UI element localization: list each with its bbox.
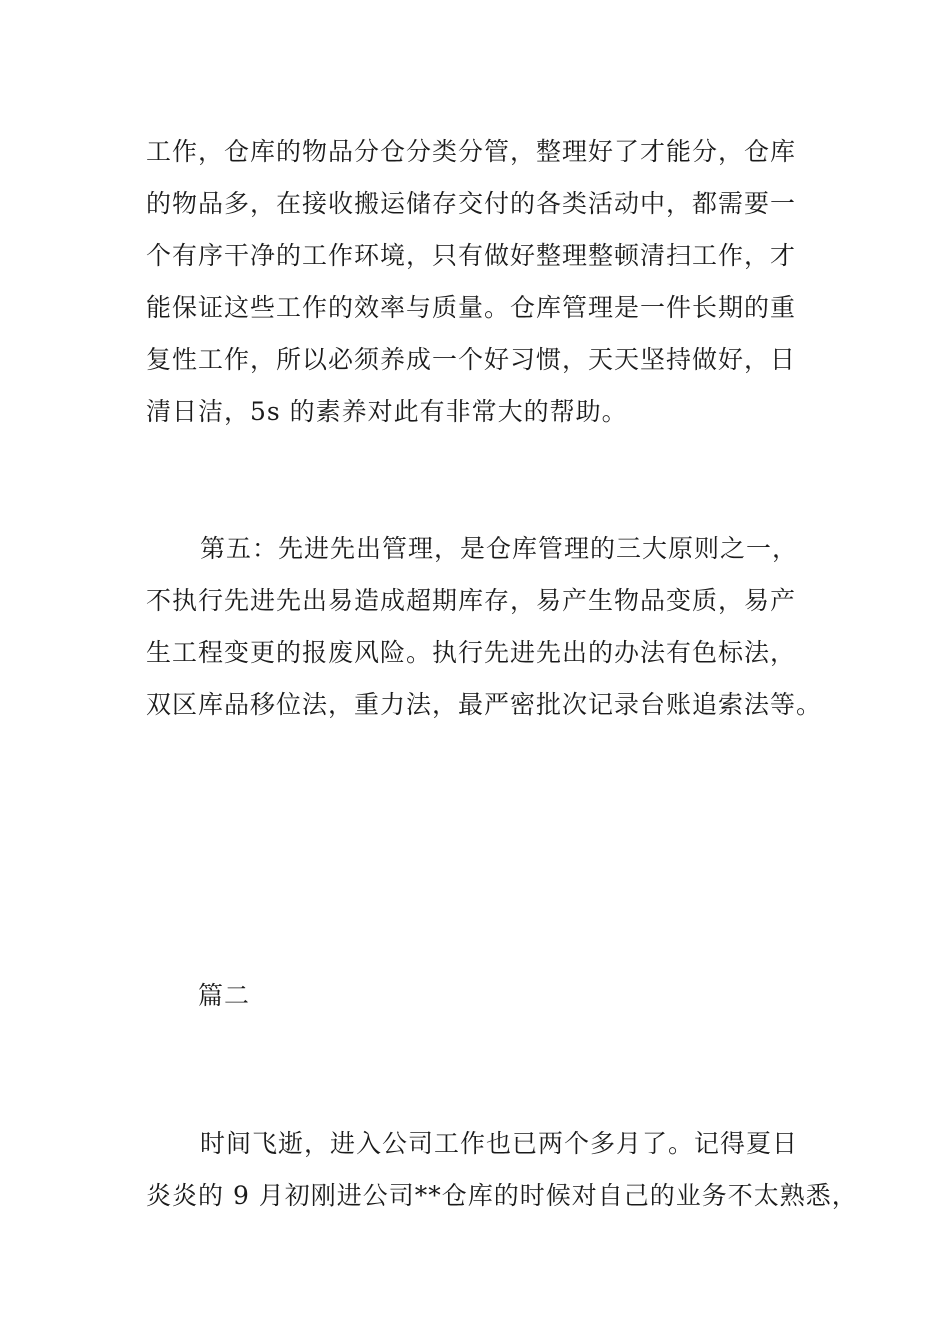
text-line: 复性工作，所以必须养成一个好习惯，天天坚持做好，日 <box>146 345 797 374</box>
text-line: 双区库品移位法，重力法，最严密批次记录台账追索法等。 <box>146 690 823 719</box>
text-line: 个有序干净的工作环境，只有做好整理整顿清扫工作，才 <box>146 241 797 270</box>
paragraph-warehouse-5s <box>146 126 826 438</box>
text-line: 工作，仓库的物品分仓分类分管，整理好了才能分，仓库 <box>146 137 797 166</box>
section-heading <box>198 970 878 1022</box>
text-line: 炎炎的 9 月初刚进公司**仓库的时候对自己的业务不太熟悉， <box>146 1181 858 1210</box>
text-line: 清日洁，5s 的素养对此有非常大的帮助。 <box>146 397 628 426</box>
text-line: 不执行先进先出易造成超期库存，易产生物品变质，易产 <box>146 586 797 615</box>
text-line: 能保证这些工作的效率与质量。仓库管理是一件长期的重 <box>146 293 797 322</box>
text-line: 的物品多，在接收搬运储存交付的各类活动中，都需要一 <box>146 189 797 218</box>
text-line: 时间飞逝，进入公司工作也已两个多月了。记得夏日 <box>200 1129 799 1158</box>
section-heading-text: 篇二 <box>198 981 251 1010</box>
text-line: 生工程变更的报废风险。执行先进先出的办法有色标法， <box>146 638 797 667</box>
text-line: 第五：先进先出管理，是仓库管理的三大原则之一， <box>200 534 799 563</box>
paragraph-intro <box>146 1118 858 1222</box>
paragraph-fifo-management <box>146 523 826 731</box>
